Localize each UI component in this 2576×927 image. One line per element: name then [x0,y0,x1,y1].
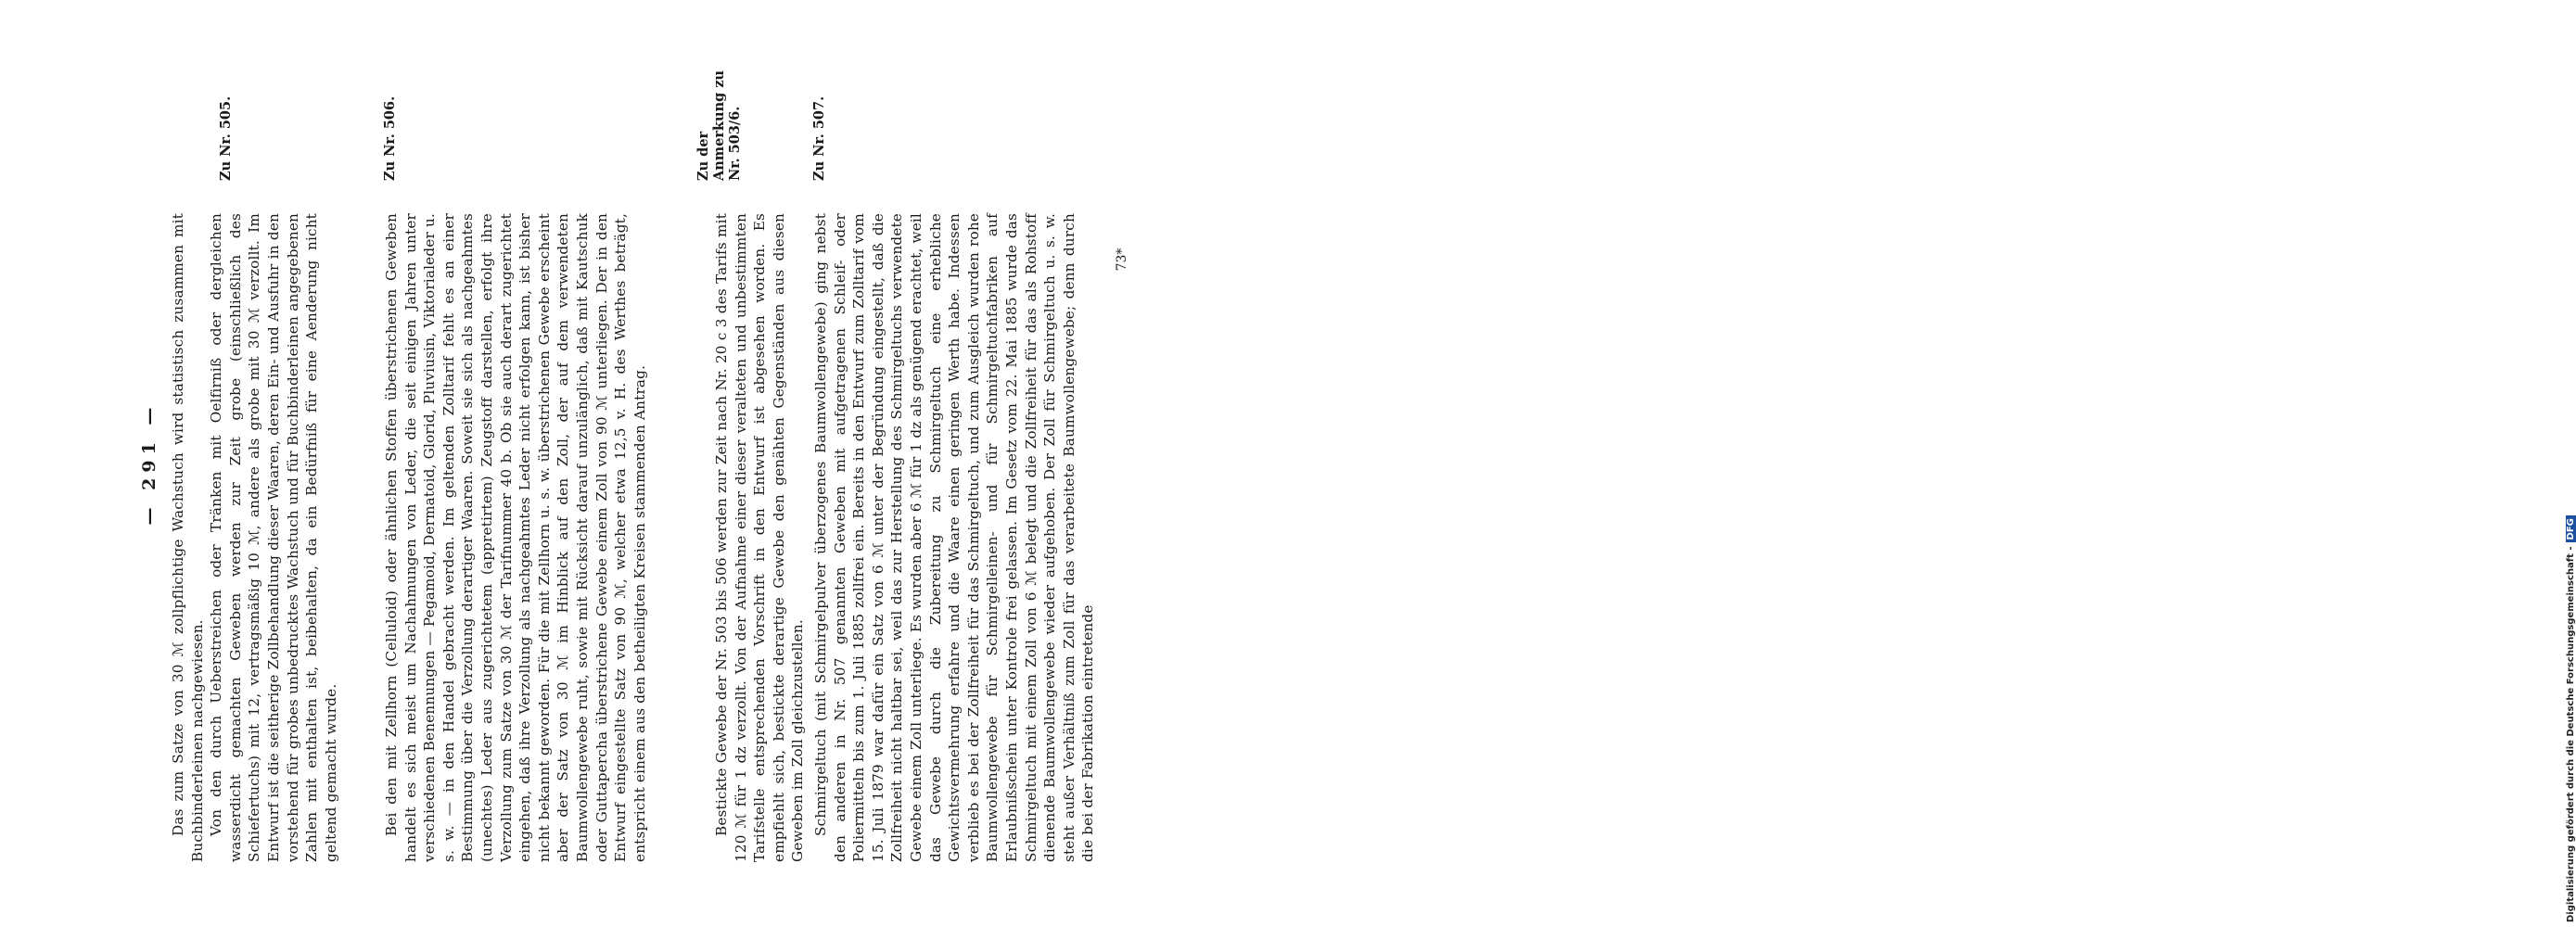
page-footer: 73* [1115,248,1129,272]
page-header: — 291 — [139,401,159,526]
margin-note-505: Zu Nr. 505. [218,95,234,181]
paragraph-block-anmerkung [712,213,808,862]
paragraph: Schmirgeltuch (mit Schmirgelpulver überzogenes Baumwollengewebe) ging nebst den anderen in Nr. 507 genannten Geweben mit aufgetragenen Schleif- oder Poliermitteln bis zum 1. Juli 1885 zollfrei ein. Bereits in den Entwurf zum Zolltarif vom 15. Juli 1879 war dafür ein Satz von 6 ℳ unter der Begründung eingestellt, daß die Zollfreiheit nicht haltbar sei, weil das zur Herstellung des Schmirgeltuchs verwendete Gewebe einem Zoll unterliege. Es wurden aber 6 ℳ für 1 dz als genügend erachtet, weil das Gewebe durch die Zubereitung zu Schmirgeltuch eine erhebliche Gewichtsvermehrung erfahre und die Waare einen geringen Werth habe. Indessen verblieb es bei der Zollfreiheit für das Schmirgeltuch, und zum Ausgleich wurden rohe Baumwollengewebe für Schmirgelleinen- und für Schmirgeltuchfabriken auf Erlaubnißschein unter Kontrole frei gelassen. Im Gesetz vom 22. Mai 1885 wurde das Schmirgeltuch mit einem Zoll von 6 ℳ belegt und die Zollfreiheit für das als Rohstoff dienende Baumwollengewebe wieder aufgehoben. Der Zoll für Schmirgeltuch u. s. w. steht außer Verhältniß zum Zoll für das verarbeitete Baumwollengewebe; denn durch die bei der Fabrikation eintretende [812,213,1097,862]
credit-text: Digitalisierung gefördert durch die Deutsche Forschungsgemeinschaft - [2566,546,2576,922]
margin-note-506: Zu Nr. 506. [382,95,398,181]
dfg-logo: DFG [2566,515,2576,542]
paragraph-block-1 [169,213,340,862]
paragraph-block-507 [811,213,1098,862]
margin-note-anmerkung: Zu der Anmerkung zu Nr. 503/6. [695,70,743,181]
digitization-credit [2566,5,2576,922]
paragraph-block-506 [382,213,649,862]
rotated-text-block [139,65,1136,862]
paragraph: Das zum Satze von 30 ℳ zollpflichtige Wachstuch wird statistisch zusammen mit Buchbinderleinen nachgewiesen. [170,213,206,862]
paragraph: Von den durch Ueberstreichen oder Tränken mit Oelfirniß oder dergleichen wasserdicht gemachten Geweben werden zur Zeit grobe (einschließlich des Schiefertuchs) mit 12, vertragsmäßig 10 ℳ, andere als grobe mit 30 ℳ verzollt. Im Entwurf ist die seitherige Zollbehandlung dieser Waaren, deren Ein- und Ausfuhr in den vorstehend für grobes unbedrucktes Wachstuch und für Buchbinderleinen angegebenen Zahlen mit enthalten ist, beibehalten, da ein Bedürfniß für eine Aenderung nicht geltend gemacht wurde. [208,213,339,862]
margin-note-507: Zu Nr. 507. [811,95,827,181]
paragraph: Bei den mit Zellhorn (Celluloid) oder ähnlichen Stoffen überstrichenen Geweben handelt es sich meist um Nachahmungen von Leder, die seit einigen Jahren unter verschiedenen Benennungen — Pegamoid, Dermatoid, Glorid, Pluviusin, Viktorialeder u. s. w. — in den Handel gebracht werden. Im geltenden Zolltarif fehlt es an einer Bestimmung über die Verzollung derartiger Waaren. Soweit sie sich als nachgeahmtes (unechtes) Leder aus zugerichtetem (appretirtem) Zeugstoff darstellen, erfolgt ihre Verzollung zum Satze von 30 ℳ der Tarifnummer 40 b. Ob sie auch derart zugerichtet eingehen, daß ihre Verzollung als nachgeahmtes Leder nicht erfolgen kann, ist bisher nicht bekannt geworden. Für die mit Zellhorn u. s. w. überstrichenen Gewebe erscheint aber der Satz von 30 ℳ im Hinblick auf den Zoll, der auf dem verwendeten Baumwollengewebe ruht, sowie mit Rücksicht darauf unzulänglich, daß mit Kautschuk oder Guttapercha überstrichene Gewebe einem Zoll von 90 ℳ unterliegen. Der in den Entwurf eingestellte Satz von 90 ℳ, welcher etwa 12,5 v. H. des Werthes beträgt, entspricht einem aus den betheiligten Kreisen stammenden Antrag. [383,213,648,862]
digitization-sidebar [1275,0,2576,927]
paragraph: Bestickte Gewebe der Nr. 503 bis 506 werden zur Zeit nach Nr. 20 c 3 des Tarifs mit 120 ℳ für 1 dz verzollt. Von der Aufnahme einer dieser veralteten und unbestimmten Tarifstelle entsprechenden Vorschrift in den Entwurf ist abgesehen worden. Es empfiehlt sich, bestickte derartige Gewebe den genähten Gegenständen aus diesen Geweben im Zoll gleichzustellen. [713,213,807,862]
